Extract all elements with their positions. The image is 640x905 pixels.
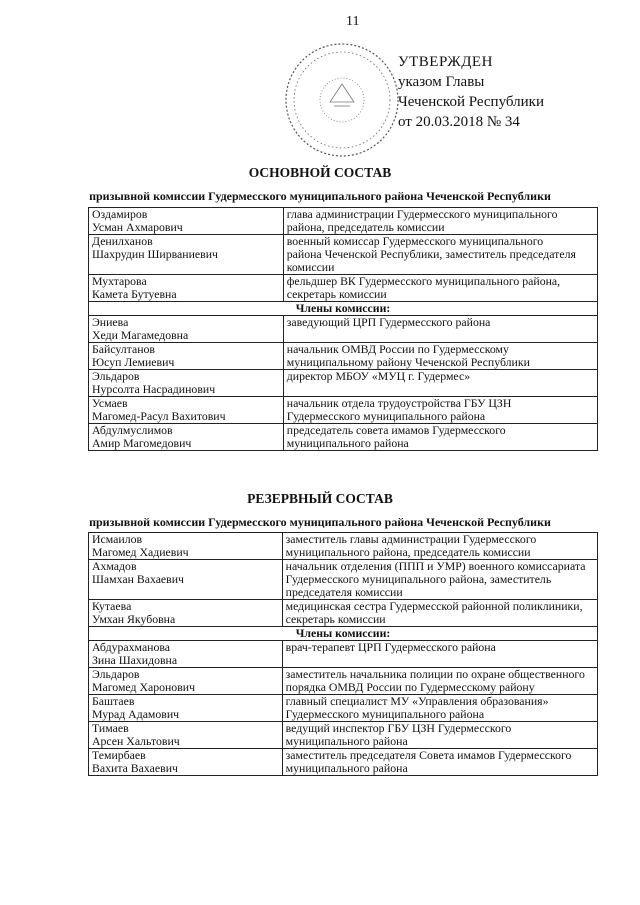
person-name-line: Усман Ахмарович [92, 220, 183, 234]
person-name-cell [89, 749, 283, 776]
table-row [89, 533, 598, 560]
person-name-cell [89, 208, 284, 235]
person-name-line: Вахита Вахаевич [92, 761, 178, 775]
person-role-line: муниципальному району Чеченской Республики [286, 355, 530, 369]
table-row [89, 316, 598, 343]
person-name-line: Ахмадов [92, 559, 137, 573]
person-name-line: Мурад Адамович [92, 707, 180, 721]
person-name-line: Байсултанов [92, 342, 155, 356]
person-name-line: Темирбаев [92, 748, 146, 762]
person-role-line: порядка ОМВД России по Гудермесскому району [285, 680, 535, 694]
person-name-cell [89, 695, 283, 722]
members-header-row [89, 627, 598, 641]
person-name-line: Магомед-Расул Вахитович [92, 409, 226, 423]
person-name-cell [89, 370, 284, 397]
person-role-line: муниципального района, председатель комиссии [285, 545, 531, 559]
person-name-line: Эльдаров [92, 667, 140, 681]
seal-stamp [282, 40, 402, 160]
table-row [89, 275, 598, 302]
person-role-line: заведующий ЦРП Гудермесского района [286, 315, 491, 329]
person-name-line: Шамхан Вахаевич [92, 572, 184, 586]
person-role-cell [282, 560, 597, 600]
main-composition-subtitle: призывной комиссии Гудермесского муниципального района Чеченской Республики [89, 189, 551, 203]
person-role-line: фельдшер ВК Гудермесского муниципального района, [286, 274, 561, 288]
person-name-cell [89, 560, 283, 600]
person-role-cell [282, 722, 597, 749]
approval-decree: указом Главы [398, 74, 485, 90]
person-name-cell [89, 343, 284, 370]
person-name-line: Арсен Хальтович [92, 734, 180, 748]
person-name-line: Баштаев [92, 694, 135, 708]
table-row [89, 695, 598, 722]
person-name-cell [89, 533, 283, 560]
person-role-line: заместитель главы администрации Гудермесского [285, 532, 537, 546]
person-role-line: муниципального района [286, 436, 409, 450]
table-row [89, 560, 598, 600]
table-row [89, 722, 598, 749]
person-role-line: района, председатель комиссии [286, 220, 445, 234]
members-label: Члены комиссии: [89, 302, 598, 316]
person-name-line: Оздамиров [92, 207, 148, 221]
table-row [89, 370, 598, 397]
person-name-cell [89, 668, 283, 695]
person-role-line: Гудермесского муниципального района [286, 409, 486, 423]
person-name-line: Амир Магомедович [92, 436, 192, 450]
person-role-line: комиссии [286, 260, 335, 274]
person-role-line: заместитель председателя Совета имамов Гудермесского [285, 748, 572, 762]
person-role-line: муниципального района [285, 734, 408, 748]
person-role-cell [282, 533, 597, 560]
main-composition-table [88, 207, 598, 451]
person-name-cell [89, 235, 284, 275]
person-name-cell [89, 397, 284, 424]
person-name-line: Зина Шахидовна [92, 653, 178, 667]
person-name-line: Кутаева [92, 599, 132, 613]
table-row [89, 343, 598, 370]
table-row [89, 424, 598, 451]
approval-title: УТВЕРЖДЕН [398, 54, 493, 70]
person-role-line: медицинская сестра Гудермесской районной поликлиники, [285, 599, 583, 613]
main-composition-title: ОСНОВНОЙ СОСТАВ [248, 165, 392, 180]
person-role-line: начальник ОМВД России по Гудермесскому [286, 342, 509, 356]
person-name-line: Мухтарова [92, 274, 147, 288]
person-role-cell [283, 208, 597, 235]
person-role-line: Гудермесского муниципального района [285, 707, 485, 721]
person-role-cell [283, 275, 597, 302]
person-role-cell [283, 316, 597, 343]
person-role-cell [283, 424, 597, 451]
person-name-line: Усмаев [92, 396, 128, 410]
person-role-line: района Чеченской Республики, заместитель председателя [286, 247, 576, 261]
person-role-cell [282, 749, 597, 776]
person-name-line: Абдурахманова [92, 640, 171, 654]
reserve-composition-table [88, 532, 598, 776]
person-role-cell [283, 370, 597, 397]
table-row [89, 668, 598, 695]
person-role-line: Гудермесского муниципального района, заместитель [285, 572, 552, 586]
approval-block [398, 52, 544, 132]
table-row [89, 749, 598, 776]
members-header-row [89, 302, 598, 316]
person-name-line: Умхан Якубовна [92, 612, 176, 626]
person-role-line: секретарь комиссии [286, 287, 387, 301]
person-role-line: муниципального района [285, 761, 408, 775]
person-name-line: Магомед Хадиевич [92, 545, 189, 559]
person-name-cell [89, 424, 284, 451]
approval-authority: Чеченской Республики [398, 94, 544, 110]
table-row [89, 641, 598, 668]
person-name-cell [89, 275, 284, 302]
person-name-line: Исмаилов [92, 532, 143, 546]
person-role-line: директор МБОУ «МУЦ г. Гудермес» [286, 369, 471, 383]
person-name-line: Хеди Магамедовна [92, 328, 189, 342]
person-role-cell [282, 695, 597, 722]
person-name-cell [89, 641, 283, 668]
person-role-line: председателя комиссии [285, 585, 403, 599]
page-number: 11 [346, 14, 360, 29]
person-role-cell [282, 600, 597, 627]
person-name-line: Нурсолта Насрадинович [92, 382, 216, 396]
person-role-line: секретарь комиссии [285, 612, 386, 626]
person-role-line: глава администрации Гудермесского муниципального [286, 207, 558, 221]
person-name-line: Тимаев [92, 721, 129, 735]
person-name-line: Шахрудин Ширваниевич [92, 247, 218, 261]
reserve-composition-subtitle: призывной комиссии Гудермесского муниципального района Чеченской Республики [89, 515, 551, 529]
table-row [89, 397, 598, 424]
table-row [89, 208, 598, 235]
approval-date: от 20.03.2018 № 34 [398, 114, 520, 130]
person-name-line: Денилханов [92, 234, 153, 248]
person-role-line: председатель совета имамов Гудермесского [286, 423, 506, 437]
reserve-composition-title: РЕЗЕРВНЫЙ СОСТАВ [247, 491, 393, 506]
person-role-cell [283, 343, 597, 370]
person-name-line: Эльдаров [92, 369, 140, 383]
person-role-line: заместитель начальника полиции по охране общественного [285, 667, 585, 681]
person-role-line: главный специалист МУ «Управления образования» [285, 694, 549, 708]
person-name-cell [89, 600, 283, 627]
person-role-cell [283, 397, 597, 424]
person-name-line: Магомед Харонович [92, 680, 196, 694]
person-name-cell [89, 316, 284, 343]
person-role-line: начальник отдела трудоустройства ГБУ ЦЗН [286, 396, 512, 410]
person-role-cell [283, 235, 597, 275]
person-role-cell [282, 668, 597, 695]
person-role-line: военный комиссар Гудермесского муниципального [286, 234, 544, 248]
person-name-line: Эниева [92, 315, 129, 329]
person-name-line: Камета Бутуевна [92, 287, 177, 301]
person-name-cell [89, 722, 283, 749]
table-row [89, 600, 598, 627]
person-role-line: начальник отделения (ППП и УМР) военного комиссариата [285, 559, 586, 573]
person-role-line: врач-терапевт ЦРП Гудермесского района [285, 640, 496, 654]
person-role-line: ведущий инспектор ГБУ ЦЗН Гудермесского [285, 721, 512, 735]
table-row [89, 235, 598, 275]
members-label: Члены комиссии: [89, 627, 598, 641]
person-name-line: Абдулмуслимов [92, 423, 173, 437]
person-role-cell [282, 641, 597, 668]
person-name-line: Юсуп Лемиевич [92, 355, 175, 369]
